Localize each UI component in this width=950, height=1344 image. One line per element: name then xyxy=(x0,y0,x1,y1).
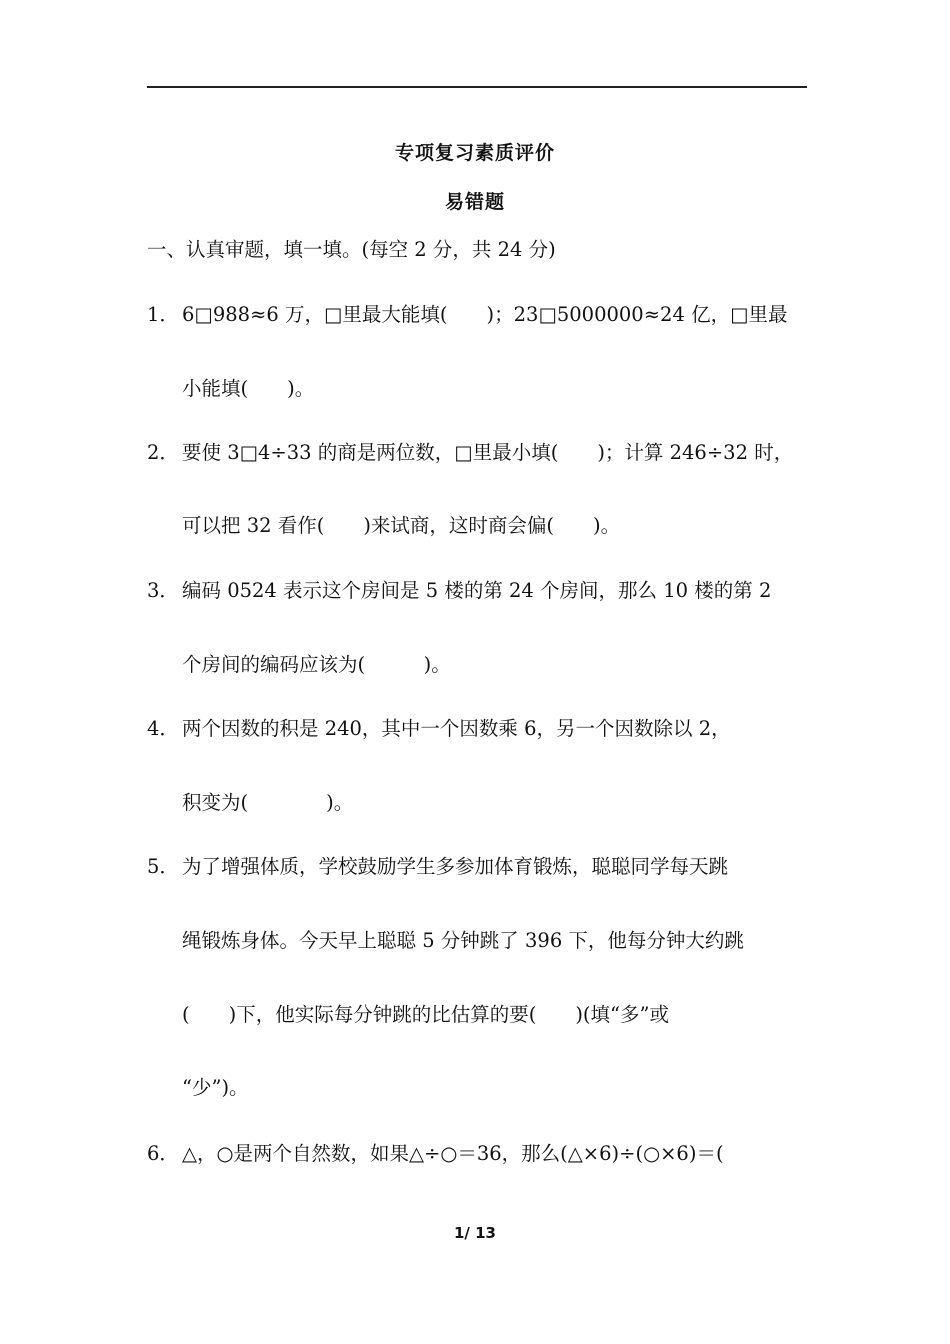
question-line: “少”)。 xyxy=(182,1076,249,1099)
section-heading: 一、认真审题，填一填。(每空 2 分，共 24 分) xyxy=(147,238,556,261)
question-number: 6． xyxy=(147,1142,179,1165)
question-number: 3． xyxy=(147,579,179,602)
page-subtitle: 易错题 xyxy=(444,191,505,213)
page-indicator: 1/ 13 xyxy=(453,1224,496,1242)
question-line: 小能填( )。 xyxy=(182,377,315,400)
question-line: 要使 3□4÷33 的商是两位数，□里最小填( )；计算 246÷32 时， xyxy=(182,441,794,464)
question-line: 两个因数的积是 240，其中一个因数乘 6，另一个因数除以 2， xyxy=(182,717,731,740)
question-line: 绳锻炼身体。今天早上聪聪 5 分钟跳了 396 下，他每分钟大约跳 xyxy=(182,929,744,952)
question-number: 1． xyxy=(147,303,179,326)
question-line: 编码 0524 表示这个房间是 5 楼的第 24 个房间，那么 10 楼的第 2 xyxy=(182,579,772,602)
question-line: 个房间的编码应该为( )。 xyxy=(182,653,451,676)
page-title: 专项复习素质评价 xyxy=(394,142,555,164)
question-number: 4． xyxy=(147,717,179,740)
question-number: 5． xyxy=(147,855,179,878)
question-line: ( )下，他实际每分钟跳的比估算的要( )(填“多”或 xyxy=(182,1003,669,1026)
question-line: 可以把 32 看作( )来试商，这时商会偏( )。 xyxy=(182,514,621,537)
question-line: △，○是两个自然数，如果△÷○＝36，那么(△×6)÷(○×6)＝( xyxy=(182,1142,724,1165)
question-number: 2． xyxy=(147,441,179,464)
question-line: 6□988≈6 万，□里最大能填( )；23□5000000≈24 亿，□里最 xyxy=(182,303,788,326)
question-line: 积变为( )。 xyxy=(182,791,354,814)
header-rule xyxy=(147,86,807,88)
question-line: 为了增强体质，学校鼓励学生多参加体育锻炼，聪聪同学每天跳 xyxy=(182,855,729,878)
